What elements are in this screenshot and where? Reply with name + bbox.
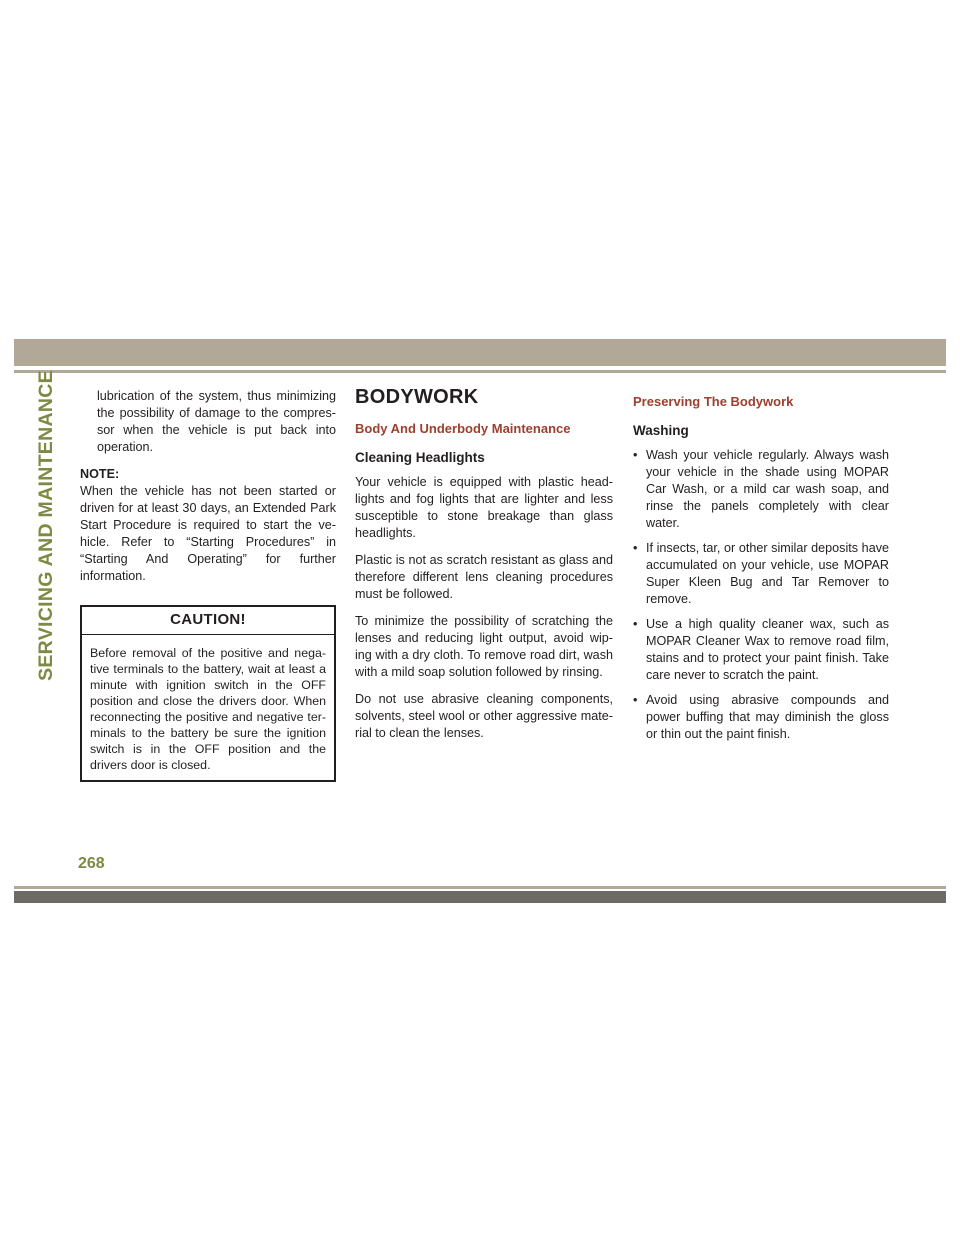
header-bar: [14, 339, 946, 366]
continued-paragraph: lubrication of the system, thus minimizing the possibility of damage to the compres-sor when the vehicle is put back into operation.: [97, 389, 336, 454]
section-title: BODYWORK: [355, 386, 479, 408]
paragraph: Do not use abrasive cleaning components, solvents, steel wool or other aggressive mate-rial to clean the lenses.: [355, 692, 613, 740]
footer-rule: [14, 886, 946, 889]
paragraph: Your vehicle is equipped with plastic head-lights and fog lights that are lighter and less susceptible to stone breakage than glass headlights.: [355, 475, 613, 540]
note-label: NOTE:: [80, 467, 120, 481]
list-item: • If insects, tar, or other similar deposits have accumulated on your vehicle, use MOPAR Super Kleen Bug and Tar Remover to remove.: [633, 540, 889, 608]
paragraph: Plastic is not as scratch resistant as glass and therefore different lens cleaning procedures must be followed.: [355, 553, 613, 601]
section-side-tab: [34, 369, 58, 681]
topic-heading: Washing: [633, 423, 689, 438]
list-item: • Wash your vehicle regularly. Always wash your vehicle in the shade using MOPAR Car Wash, or a mild car wash soap, and rinse the panels completely with clear water.: [633, 447, 889, 532]
column-left: [80, 385, 336, 782]
list-item: • Use a high quality cleaner wax, such as MOPAR Cleaner Wax to remove road film, stains and to protect your paint finish. Take care never to scratch the paint.: [633, 616, 889, 684]
caution-text: Before removal of the positive and nega-tive terminals to the battery, wait at least a minute with ignition switch in the OFF position and close the drivers door. When reconnecting the positive and negative ter-minals to the battery be sure the ignition switch is in the OFF position and the drivers door is closed.: [90, 646, 326, 772]
page-number: 268: [78, 855, 105, 872]
caution-title: CAUTION!: [82, 607, 334, 635]
note-text: When the vehicle has not been started or driven for at least 30 days, an Extended Park Start Procedure is required to start the ve-hicle. Refer to “Starting Procedures” in “Starting And Operating” for further information.: [80, 484, 336, 583]
bullet-list: [633, 447, 889, 743]
caution-box: [80, 605, 336, 782]
footer-bar: [14, 891, 946, 903]
subsection-title: Body And Underbody Maintenance: [355, 421, 571, 436]
paragraph: To minimize the possibility of scratching the lenses and reducing light output, avoid wip-ing with a dry cloth. To remove road dirt, wash with a mild soap solution followed by rinsing.: [355, 614, 613, 679]
list-item: • Avoid using abrasive compounds and power buffing that may diminish the gloss or thin out the paint finish.: [633, 692, 889, 743]
subsection-title: Preserving The Bodywork: [633, 394, 794, 409]
header-rule: [14, 370, 946, 373]
section-tab-label: SERVICING AND MAINTENANCE: [34, 369, 57, 681]
column-right: [633, 385, 889, 751]
topic-heading: Cleaning Headlights: [355, 450, 485, 465]
column-middle: [355, 385, 613, 742]
